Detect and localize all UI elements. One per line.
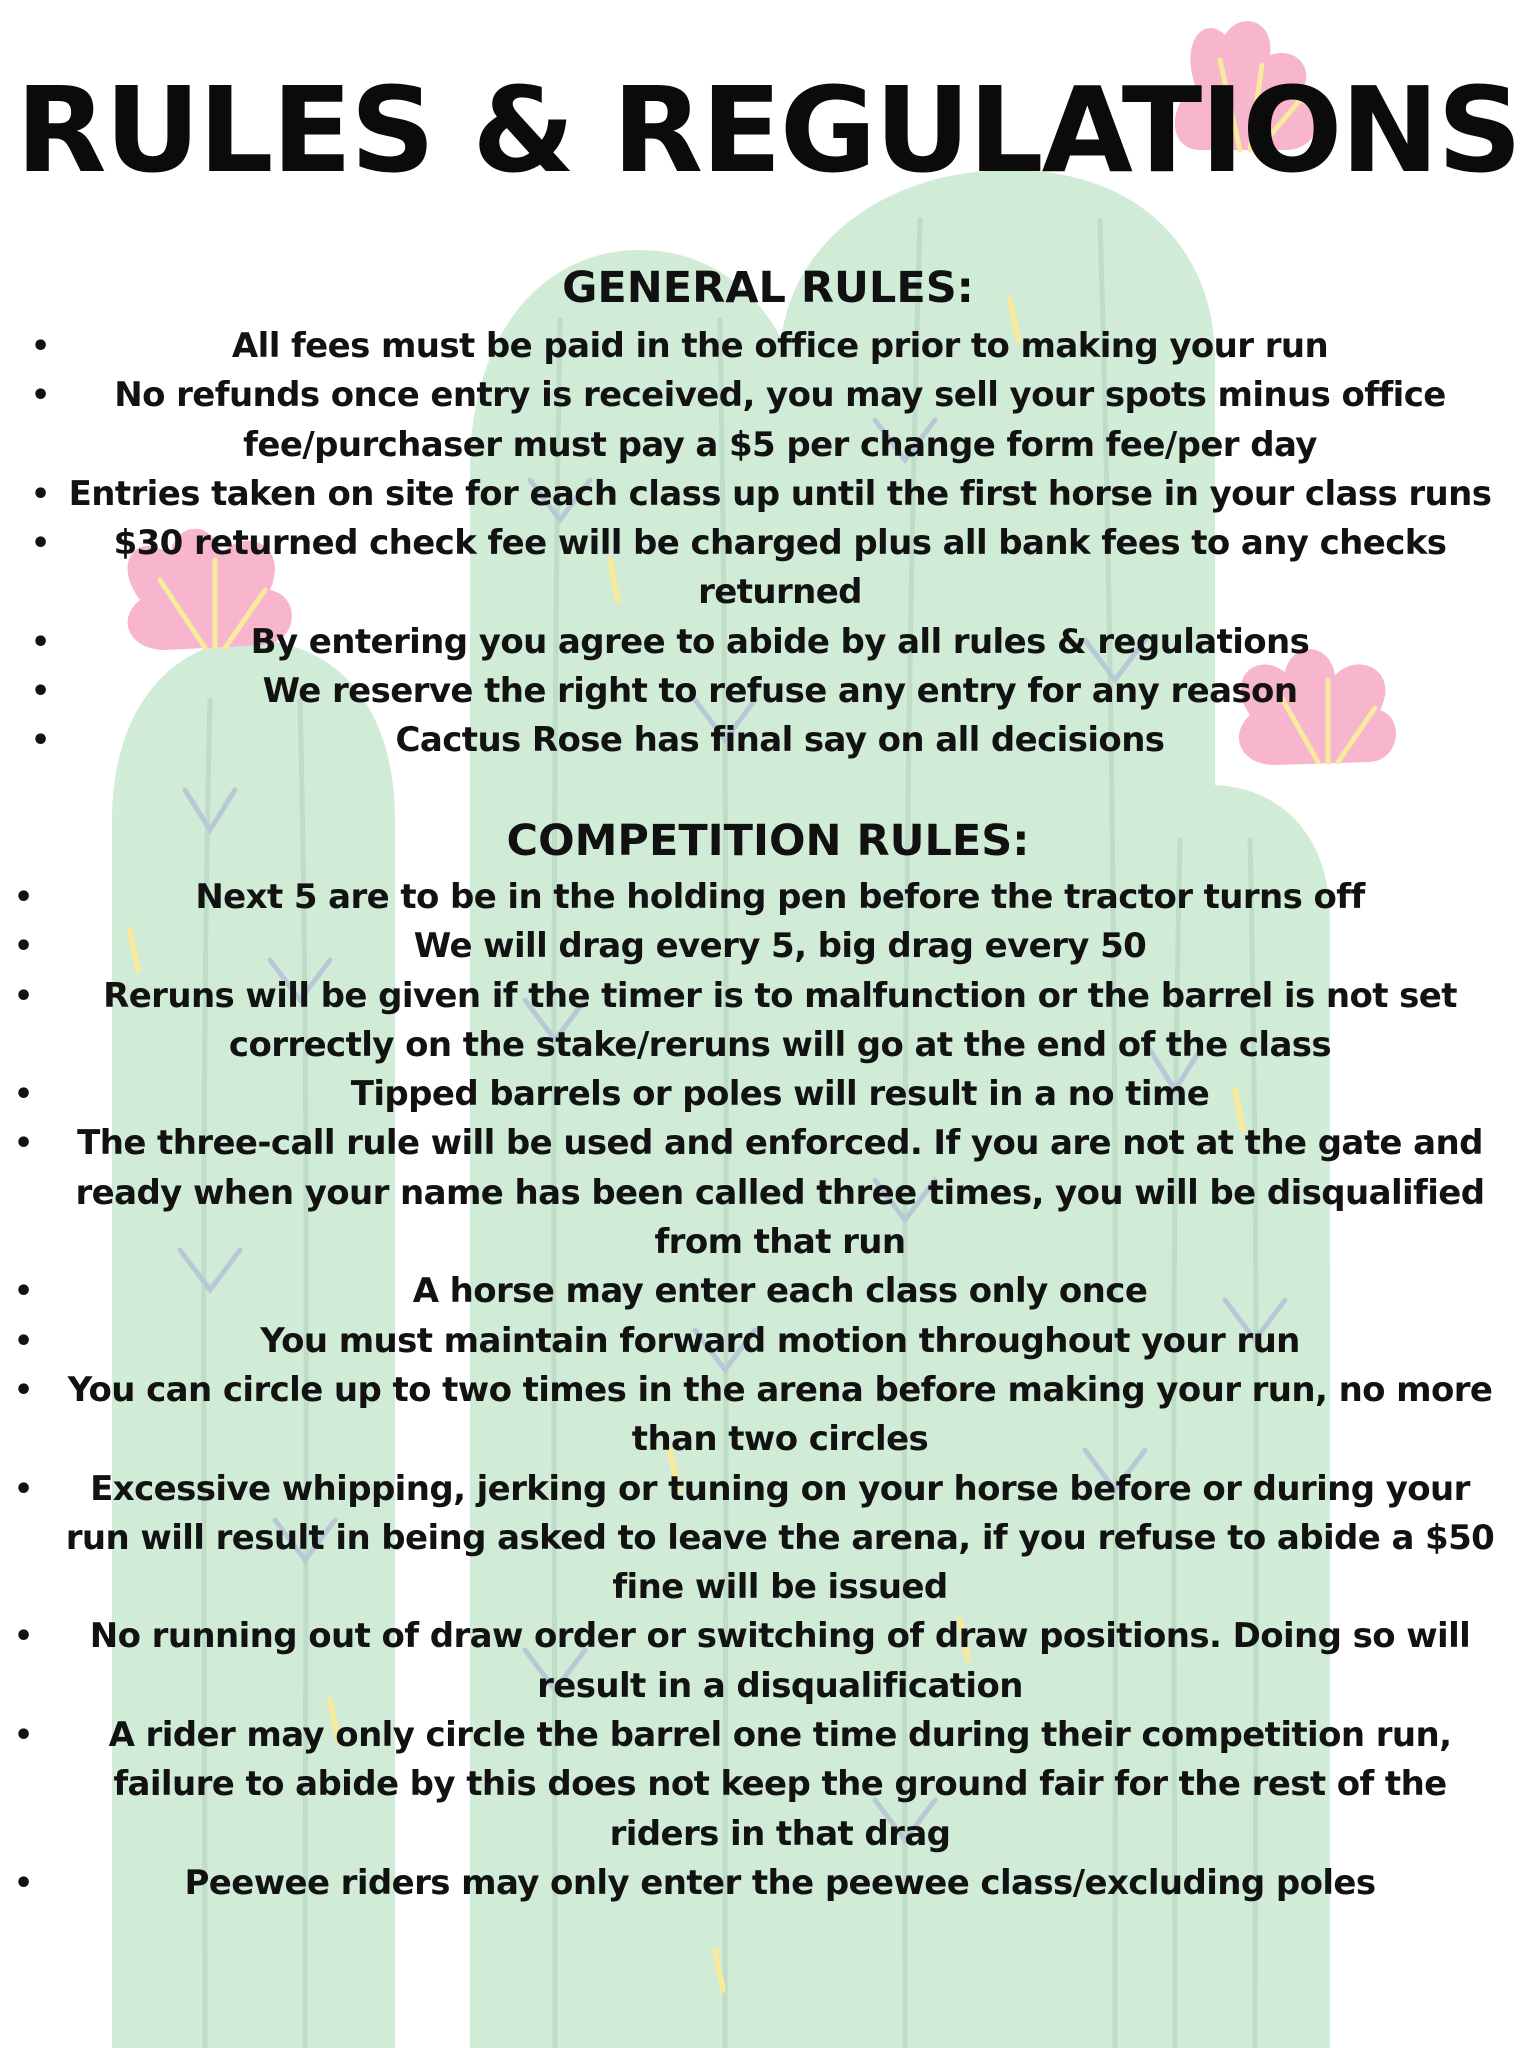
list-item — [0, 972, 1536, 1071]
rule-text: No refunds once entry is received, you may sell your spots minus office fee/purchaser must pay a $5 per change form fee/per day — [114, 375, 1446, 465]
rule-text: Peewee riders may only enter the peewee class/excluding poles — [184, 1862, 1376, 1903]
list-item — [0, 618, 1536, 667]
rule-text: You can circle up to two times in the arena before making your run, no more than two circles — [67, 1369, 1493, 1460]
rule-text: Excessive whipping, jerking or tuning on your horse before or during your run will result in being asked to leave the arena, if you refuse to abide a $50 fine will be issued — [65, 1468, 1495, 1608]
bullet-icon: • — [31, 476, 50, 512]
bullet-icon: • — [14, 978, 33, 1014]
rule-text: A rider may only circle the barrel one time during their competition run, failure to abide by this does not keep the ground fair for the rest of the riders in that drag — [108, 1715, 1452, 1854]
list-item — [0, 1366, 1536, 1465]
rule-text: We reserve the right to refuse any entry for any reason — [262, 671, 1298, 712]
list-item — [0, 371, 1536, 470]
list-item — [0, 519, 1536, 618]
list-item — [0, 322, 1536, 371]
list-item — [0, 470, 1536, 519]
bullet-icon: • — [14, 929, 33, 965]
bullet-icon: • — [31, 526, 50, 562]
general-rules-list — [0, 322, 1536, 766]
bullet-icon: • — [14, 1865, 33, 1901]
competition-rules-heading: COMPETITION RULES: — [506, 816, 1030, 866]
list-item — [0, 922, 1536, 971]
bullet-icon: • — [14, 1323, 33, 1359]
list-item — [0, 1119, 1536, 1267]
bullet-icon: • — [14, 1274, 33, 1310]
bullet-icon: • — [14, 880, 33, 915]
bullet-icon: • — [14, 1372, 33, 1408]
rule-text: The three-call rule will be used and enforced. If you are not at the gate and ready when your name has been called three times, you will be disqualified from that run — [75, 1123, 1485, 1263]
rule-text: Reruns will be given if the timer is to malfunction or the barrel is not set correctly on the stake/reruns will go at the end of the class — [103, 975, 1457, 1065]
list-item — [0, 1465, 1536, 1613]
rule-text: Cactus Rose has final say on all decisions — [395, 720, 1165, 761]
bullet-icon: • — [14, 1619, 33, 1655]
bullet-icon: • — [14, 1718, 33, 1754]
list-item — [0, 667, 1536, 716]
rule-text: You must maintain forward motion throughout your run — [260, 1320, 1300, 1361]
rule-text: By entering you agree to abide by all rules & regulations — [250, 621, 1310, 662]
bullet-icon: • — [14, 1471, 33, 1507]
rule-text: Tipped barrels or poles will result in a no time — [350, 1074, 1210, 1115]
list-item — [0, 1711, 1536, 1859]
bullet-icon: • — [14, 1126, 33, 1162]
bullet-icon: • — [31, 723, 50, 759]
rule-text: Entries taken on site for each class up until the first horse in your class runs — [68, 473, 1492, 514]
rule-text: No running out of draw order or switching of draw positions. Doing so will result in a disqualification — [89, 1616, 1471, 1706]
list-item — [0, 716, 1536, 765]
bullet-icon: • — [31, 624, 50, 660]
list-item — [0, 1267, 1536, 1316]
bullet-icon: • — [31, 378, 50, 414]
list-item — [0, 1859, 1536, 1908]
list-item — [0, 1070, 1536, 1119]
list-item — [0, 873, 1536, 922]
rule-text: $30 returned check fee will be charged plus all bank fees to any checks returned — [113, 523, 1447, 613]
bullet-icon: • — [31, 674, 50, 710]
page-title: RULES & REGULATIONS — [15, 61, 1521, 199]
rule-text: All fees must be paid in the office prior to making your run — [231, 326, 1329, 366]
rule-text: A horse may enter each class only once — [412, 1271, 1148, 1312]
rule-text: Next 5 are to be in the holding pen before the tractor turns off — [195, 877, 1365, 917]
bullet-icon: • — [31, 329, 50, 364]
list-item — [0, 1317, 1536, 1366]
list-item — [0, 1612, 1536, 1711]
bullet-icon: • — [14, 1077, 33, 1113]
general-rules-heading: GENERAL RULES: — [562, 263, 974, 313]
rule-text: We will drag every 5, big drag every 50 — [413, 926, 1147, 967]
competition-rules-list — [0, 873, 1536, 1908]
